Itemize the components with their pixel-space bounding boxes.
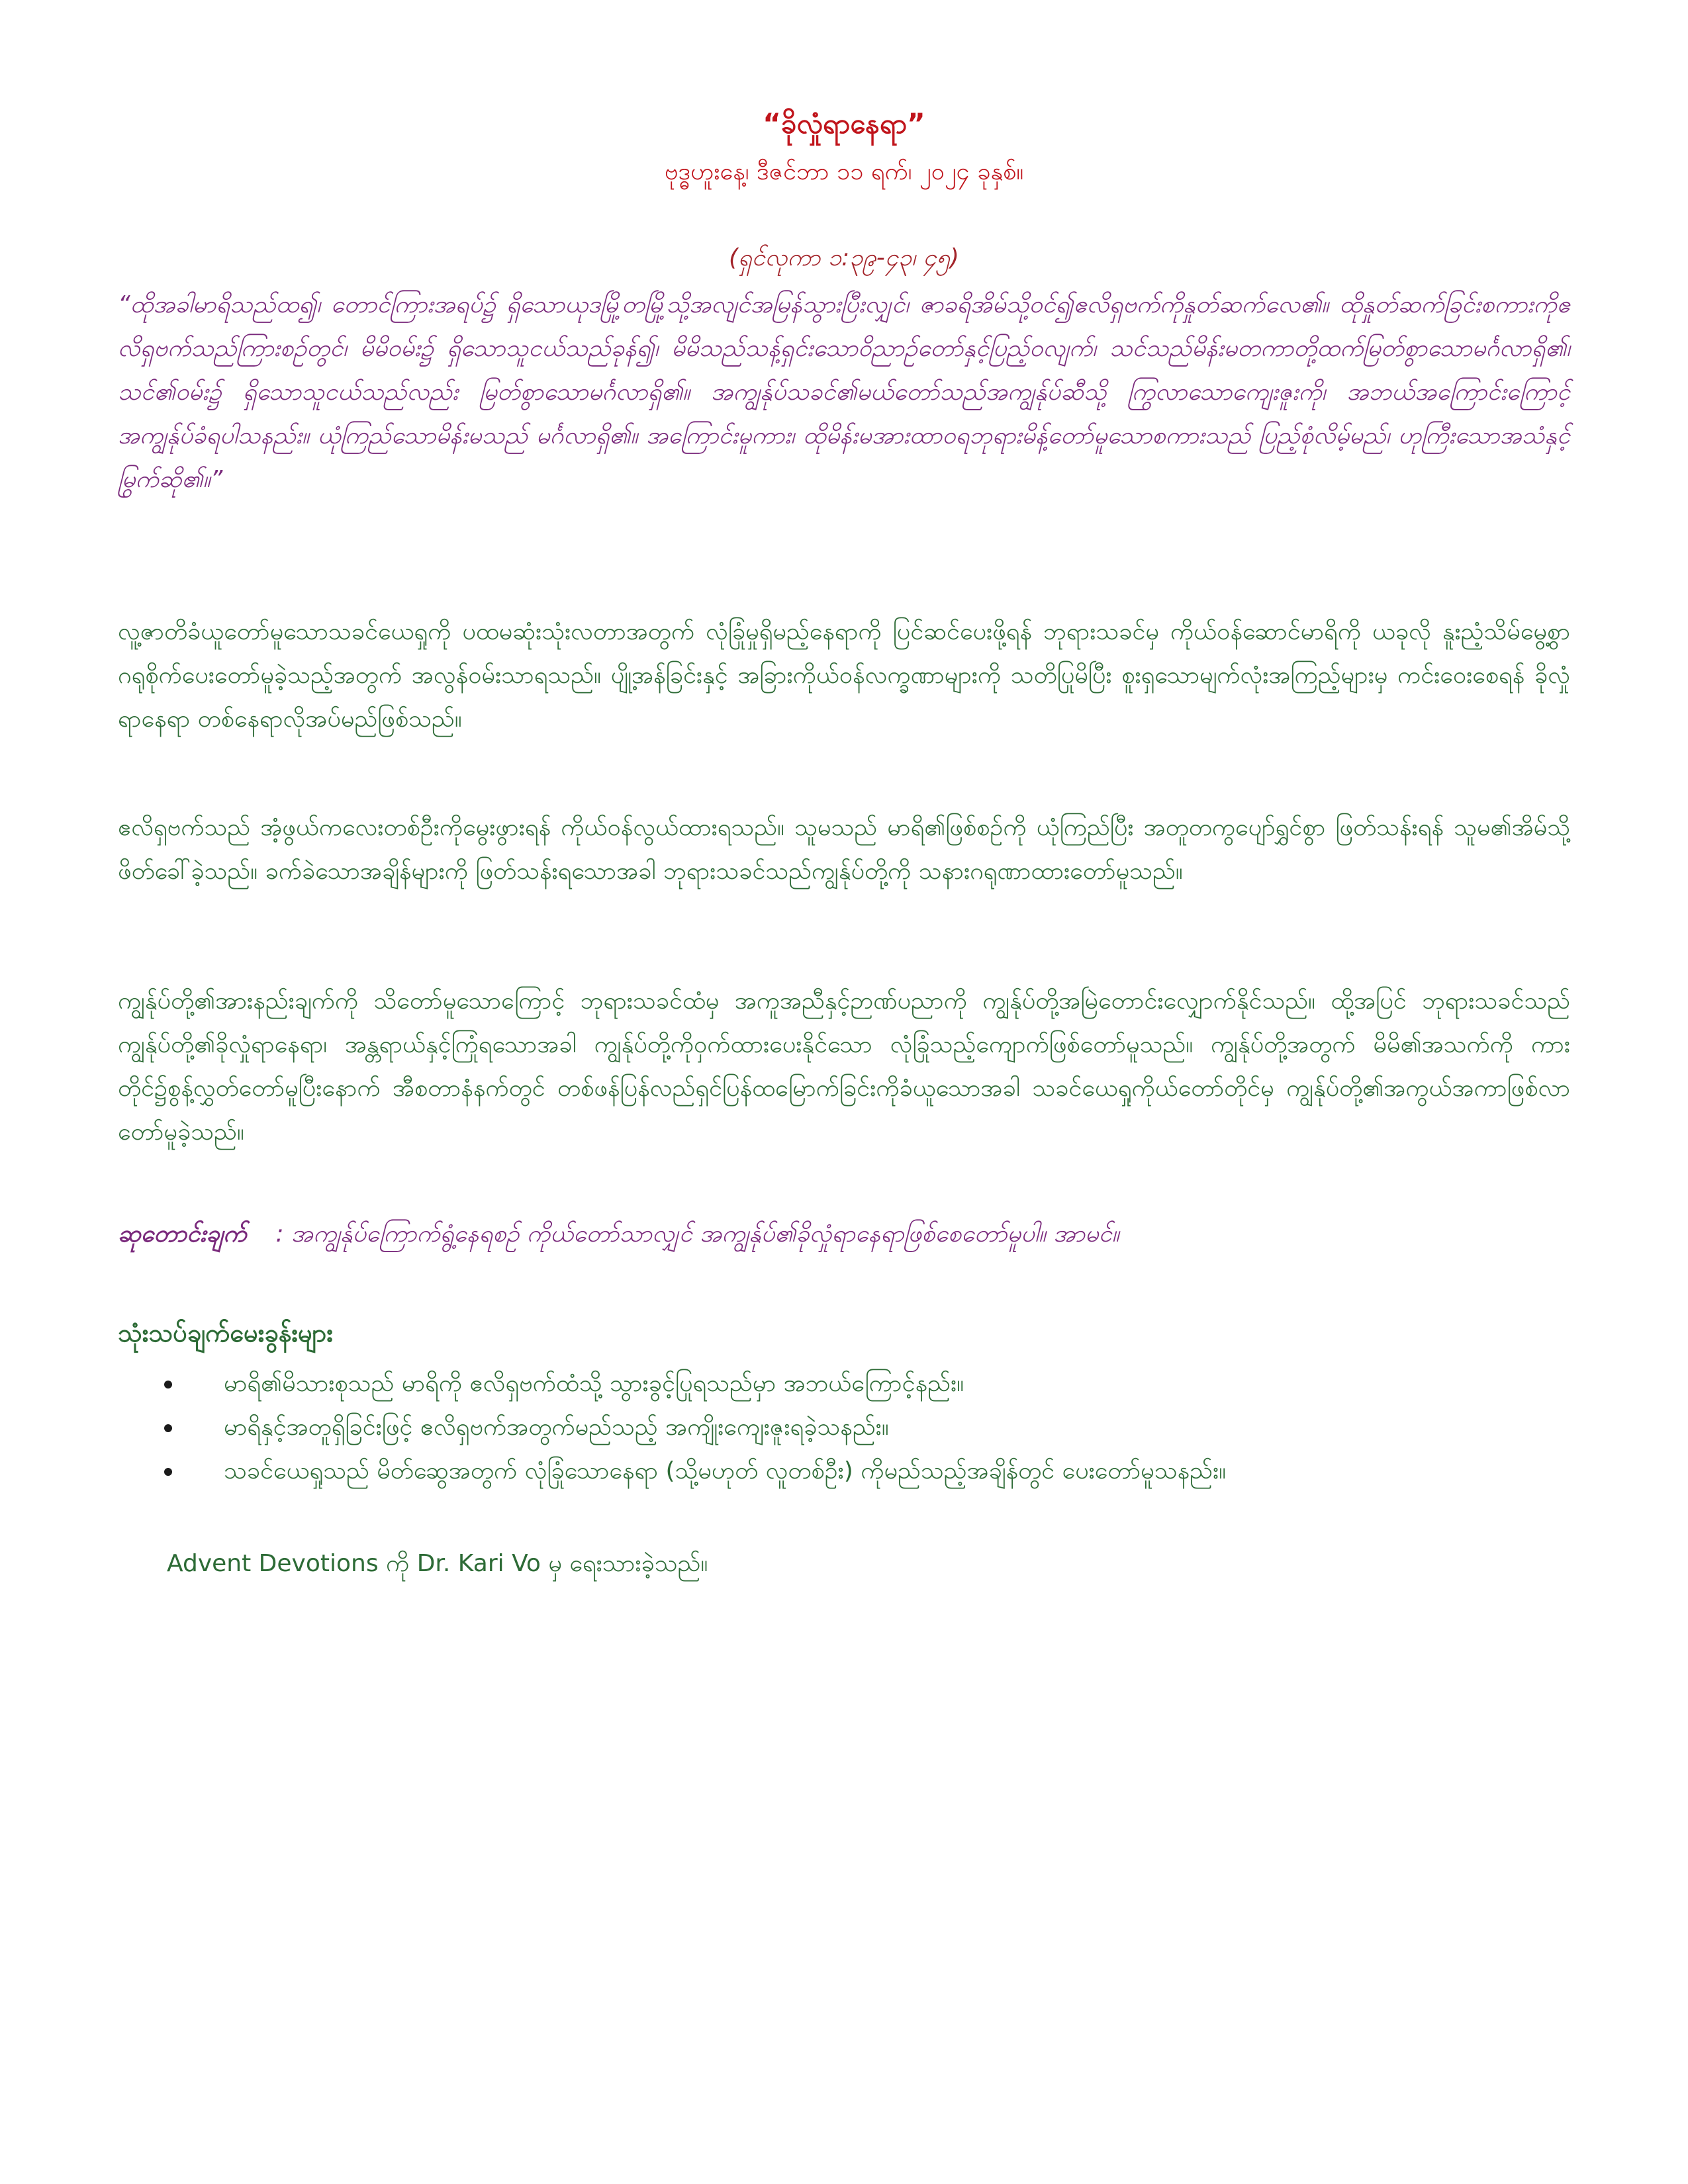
question-text: သခင်ယေရှုသည် မိတ်ဆွေအတွက် လုံခြုံသောနေရာ (သို့မဟုတ် လူတစ်ဦး) ကိုမည်သည့်အချိန်တွင် ပေးတော်မူသနည်း။ (224, 1457, 1227, 1484)
question-text: မာရိနှင့်အတူရှိခြင်းဖြင့် ဧလိရှဗက်အတွက်မည်သည့် အကျိုးကျေးဇူးရခဲ့သနည်း။ (224, 1414, 889, 1441)
questions-list (164, 1362, 1554, 1493)
list-item (164, 1406, 1554, 1449)
questions-heading: သုံးသပ်ချက်မေးခွန်းများ (118, 1318, 334, 1347)
page-title: “ခိုလှုံရာနေရာ” (763, 107, 925, 140)
scripture-reference: (ရှင်လုကာ ၁:၃၉-၄၃၊ ၄၅) (729, 244, 959, 271)
bullet-icon (164, 1468, 172, 1476)
list-item (164, 1449, 1554, 1493)
prayer-label: ဆုတောင်းချက် (118, 1220, 247, 1248)
body-paragraph-2: ဧလိရှဗက်သည် အံ့ဖွယ်ကလေးတစ်ဦးကိုမွေးဖွားရန် ကိုယ်ဝန်လွယ်ထားရသည်။ သူမသည် မာရိ၏ဖြစ်စဉ်ကို ယုံကြည်ပြီး အတူတကွပျော်ရွှင်စွာ ဖြတ်သန်းရန် သူမ၏အိမ်သို့ ဖိတ်ခေါ်ခဲ့သည်။ ခက်ခဲသောအချိန်များကို ဖြတ်သန်းရသောအခါ ဘုရားသခင်သည်ကျွန်ုပ်တို့ကို သနားဂရုဏာထားတော်မူသည်။ (118, 814, 1570, 885)
author-credit: Advent Devotions ကို Dr. Kari Vo မှ ရေးသားခဲ့သည်။ (167, 1550, 708, 1577)
body-paragraph-1: လူ့ဇာတိခံယူတော်မူသောသခင်ယေရှုကို ပထမဆုံးသုံးလတာအတွက် လုံခြုံမှုရှိမည့်နေရာကို ပြင်ဆင်ပေးဖို့ရန် ဘုရားသခင်မှ ကိုယ်ဝန်ဆောင်မာရိကို ယခုလို နူးညံ့သိမ်မွေ့စွာ ဂရုစိုက်ပေးတော်မူခဲ့သည့်အတွက် အလွန်ဝမ်းသာရသည်။ ပျို့အန်ခြင်းနှင့် အခြားကိုယ်ဝန်လက္ခဏာများကို သတိပြုမိပြီး စူးရှသောမျက်လုံးအကြည့်များမှ ကင်းဝေးစေရန် ခိုလှုံရာနေရာ တစ်နေရာလိုအပ်မည်ဖြစ်သည်။ (118, 618, 1570, 733)
page-date: ဗုဒ္ဓဟူးနေ့၊ ဒီဇင်ဘာ ၁၁ ရက်၊ ၂၀၂၄ ခုနှစ်။ (664, 158, 1024, 185)
bullet-icon (164, 1424, 172, 1432)
scripture-text: “ထိုအခါမာရိသည်ထ၍၊ တောင်ကြားအရပ်၌ ရှိသောယုဒမြို့တမြို့သို့အလျင်အမြန်သွားပြီးလျှင်၊ ဇာခရိအိမ်သို့ဝင်၍ဧလိရှဗက်ကိုနှုတ်ဆက်လေ၏။ ထိုနှုတ်ဆက်ခြင်းစကားကိုဧလိရှဗက်သည်ကြားစဉ်တွင်၊ မိမိဝမ်း၌ ရှိသောသူငယ်သည်ခုန်၍၊ မိမိသည်သန့်ရှင်းသောဝိညာဉ်တော်နှင့်ပြည့်ဝလျက်၊ သင်သည်မိန်းမတကာတို့ထက်မြတ်စွာသောမင်္ဂလာရှိ၏၊ သင်၏ဝမ်း၌ ရှိသောသူငယ်သည်လည်း မြတ်စွာသောမင်္ဂလာရှိ၏။ အကျွန်ုပ်သခင်၏မယ်တော်သည်အကျွန်ုပ်ဆီသို့ ကြွလာသောကျေးဇူးကို၊ အဘယ်အကြောင်းကြောင့်အကျွန်ုပ်ခံရပါသနည်း။ ယုံကြည်သောမိန်းမသည် မင်္ဂလာရှိ၏။ အကြောင်းမူကား၊ ထိုမိန်းမအားထာဝရဘုရားမိန့်တော်မူသောစကားသည် ပြည့်စုံလိမ့်မည်၊ ဟုကြီးသောအသံနှင့်မြွက်ဆို၏။” (118, 291, 1570, 493)
list-item (164, 1362, 1554, 1406)
body-paragraph-3: ကျွန်ုပ်တို့၏အားနည်းချက်ကို သိတော်မူသောကြောင့် ဘုရားသခင်ထံမှ အကူအညီနှင့်ဉာဏ်ပညာကို ကျွန်ုပ်တို့အမြဲတောင်းလျှောက်နိုင်သည်။ ထို့အပြင် ဘုရားသခင်သည် ကျွန်ုပ်တို့၏ခိုလှုံရာနေရာ၊ အန္တရာယ်နှင့်ကြုံရသောအခါ ကျွန်ုပ်တို့ကိုဝှက်ထားပေးနိုင်သော လုံခြုံသည့်ကျောက်ဖြစ်တော်မူသည်။ ကျွန်ုပ်တို့အတွက် မိမိ၏အသက်ကို ကားတိုင်၌စွန့်လွှတ်တော်မူပြီးနောက် အီစတာနံနက်တွင် တစ်ဖန်ပြန်လည်ရှင်ပြန်ထမြောက်ခြင်းကိုခံယူသောအခါ သခင်ယေရှုကိုယ်တော်တိုင်မှ ကျွန်ုပ်တို့၏အကွယ်အကာဖြစ်လာတော်မူခဲ့သည်။ (118, 987, 1570, 1146)
question-text: မာရိ၏မိသားစုသည် မာရိကို ဧလိရှဗက်ထံသို့ သွားခွင့်ပြုရသည်မှာ အဘယ်ကြောင့်နည်း။ (224, 1370, 964, 1397)
prayer (118, 1212, 1570, 1256)
bullet-icon (164, 1381, 172, 1388)
prayer-text: : အကျွန်ုပ်ကြောက်ရွံ့နေရစဉ် ကိုယ်တော်သာလျှင် အကျွန်ုပ်၏ခိုလှုံရာနေရာဖြစ်စေတော်မူပါ။ အာမင်။ (275, 1220, 1119, 1248)
